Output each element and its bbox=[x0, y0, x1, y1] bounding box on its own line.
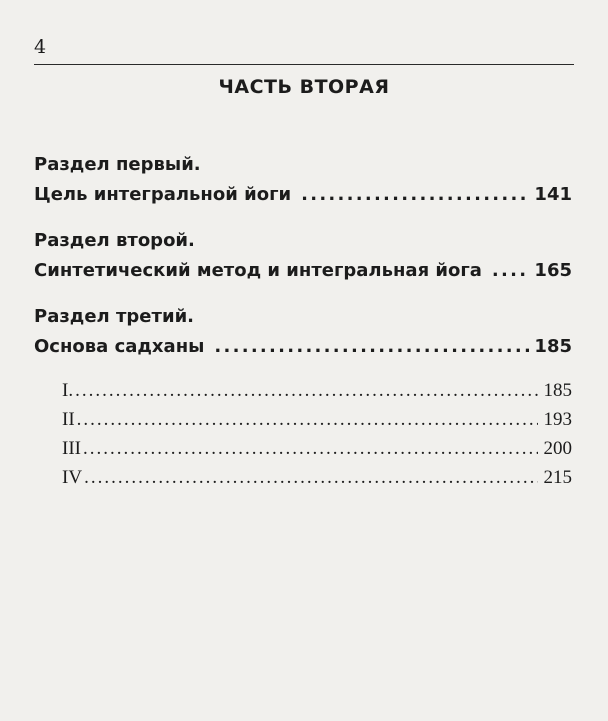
section-heading: Раздел второй. bbox=[34, 230, 195, 251]
dot-leader bbox=[77, 405, 538, 434]
dot-leader bbox=[214, 332, 530, 362]
toc-section-3 bbox=[34, 302, 572, 362]
section-heading: Раздел третий. bbox=[34, 306, 195, 327]
toc-entry-page: 165 bbox=[534, 260, 572, 281]
dot-leader bbox=[301, 180, 530, 210]
subsection-entry bbox=[62, 405, 572, 434]
toc-entry-title: Цель интегральной йоги bbox=[34, 184, 292, 205]
toc-entry bbox=[34, 180, 572, 210]
subsection-list bbox=[62, 376, 572, 492]
subsection-page: 185 bbox=[543, 380, 572, 401]
toc-section-2 bbox=[34, 226, 572, 286]
subsection-entry bbox=[62, 463, 572, 492]
subsection-page: 215 bbox=[543, 467, 572, 488]
subsection-label: IV bbox=[62, 467, 83, 488]
section-heading: Раздел первый. bbox=[34, 154, 201, 175]
subsection-page: 200 bbox=[543, 438, 572, 459]
subsection-label: I. bbox=[62, 380, 74, 401]
dot-leader bbox=[75, 376, 537, 405]
part-title: ЧАСТЬ ВТОРАЯ bbox=[218, 76, 390, 98]
toc-entry-title: Синтетический метод и интегральная йога bbox=[34, 260, 482, 281]
dot-leader bbox=[492, 256, 531, 286]
toc-entry-page: 141 bbox=[534, 184, 572, 205]
subsection-label: II bbox=[62, 409, 75, 430]
subsection-page: 193 bbox=[543, 409, 572, 430]
page-number: 4 bbox=[34, 36, 47, 58]
dot-leader bbox=[83, 434, 538, 463]
subsection-label: III bbox=[62, 438, 81, 459]
toc-entry-title: Основа садханы bbox=[34, 336, 205, 357]
toc-entry bbox=[34, 332, 572, 362]
toc-entry bbox=[34, 256, 572, 286]
toc-entry-page: 185 bbox=[534, 336, 572, 357]
header-rule bbox=[34, 64, 574, 65]
subsection-entry bbox=[62, 376, 572, 405]
toc-section-1 bbox=[34, 150, 572, 210]
dot-leader bbox=[84, 463, 537, 492]
subsection-entry bbox=[62, 434, 572, 463]
